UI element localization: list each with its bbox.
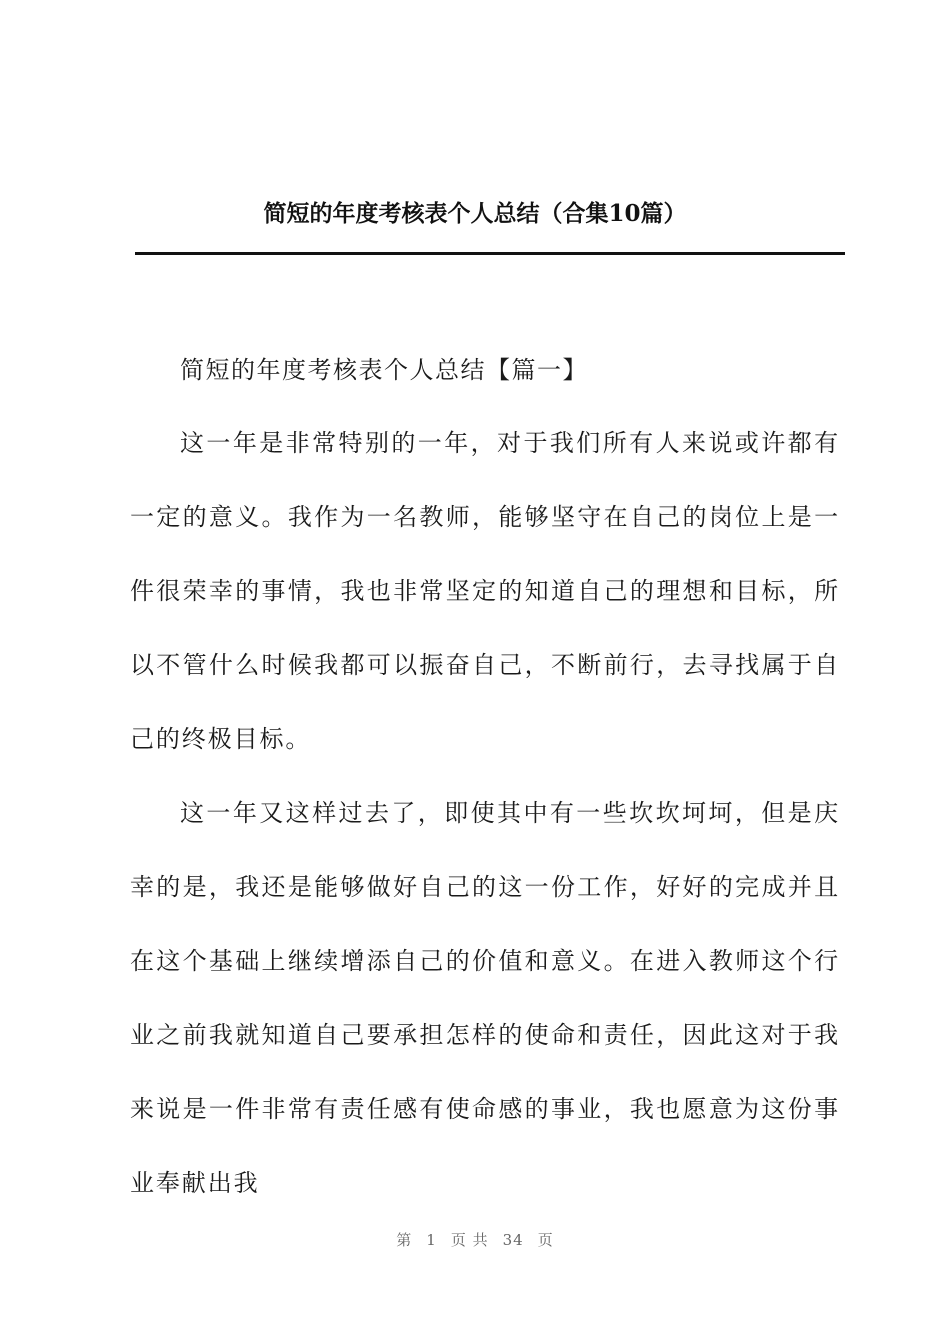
document-title: 简短的年度考核表个人总结（合集10篇）	[263, 200, 687, 227]
page-footer	[0, 1230, 950, 1250]
footer-current-page: 1	[426, 1231, 437, 1249]
body-paragraph-1: 这一年是非常特别的一年，对于我们所有人来说或许都有一定的意义。我作为一名教师，能够坚守在自己的岗位上是一件很荣幸的事情，我也非常坚定的知道自己的理想和目标，所以不管什么时候我都可以振奋自己，不断前行，去寻找属于自己的终极目标。	[130, 429, 840, 753]
title-divider	[135, 252, 845, 255]
footer-prefix: 第	[396, 1231, 413, 1249]
body-paragraph-2: 这一年又这样过去了，即使其中有一些坎坎坷坷，但是庆幸的是，我还是能够做好自己的这一份工作，好好的完成并且在这个基础上继续增添自己的价值和意义。在进入教师这个行业之前我就知道自己要承担怎样的使命和责任，因此这对于我来说是一件非常有责任感有使命感的事业，我也愿意为这份事业奉献出我	[130, 799, 840, 1197]
footer-middle: 页 共	[450, 1231, 489, 1249]
section-heading: 简短的年度考核表个人总结【篇一】	[180, 356, 588, 384]
footer-total-pages: 34	[502, 1231, 524, 1249]
footer-suffix: 页	[537, 1231, 554, 1249]
